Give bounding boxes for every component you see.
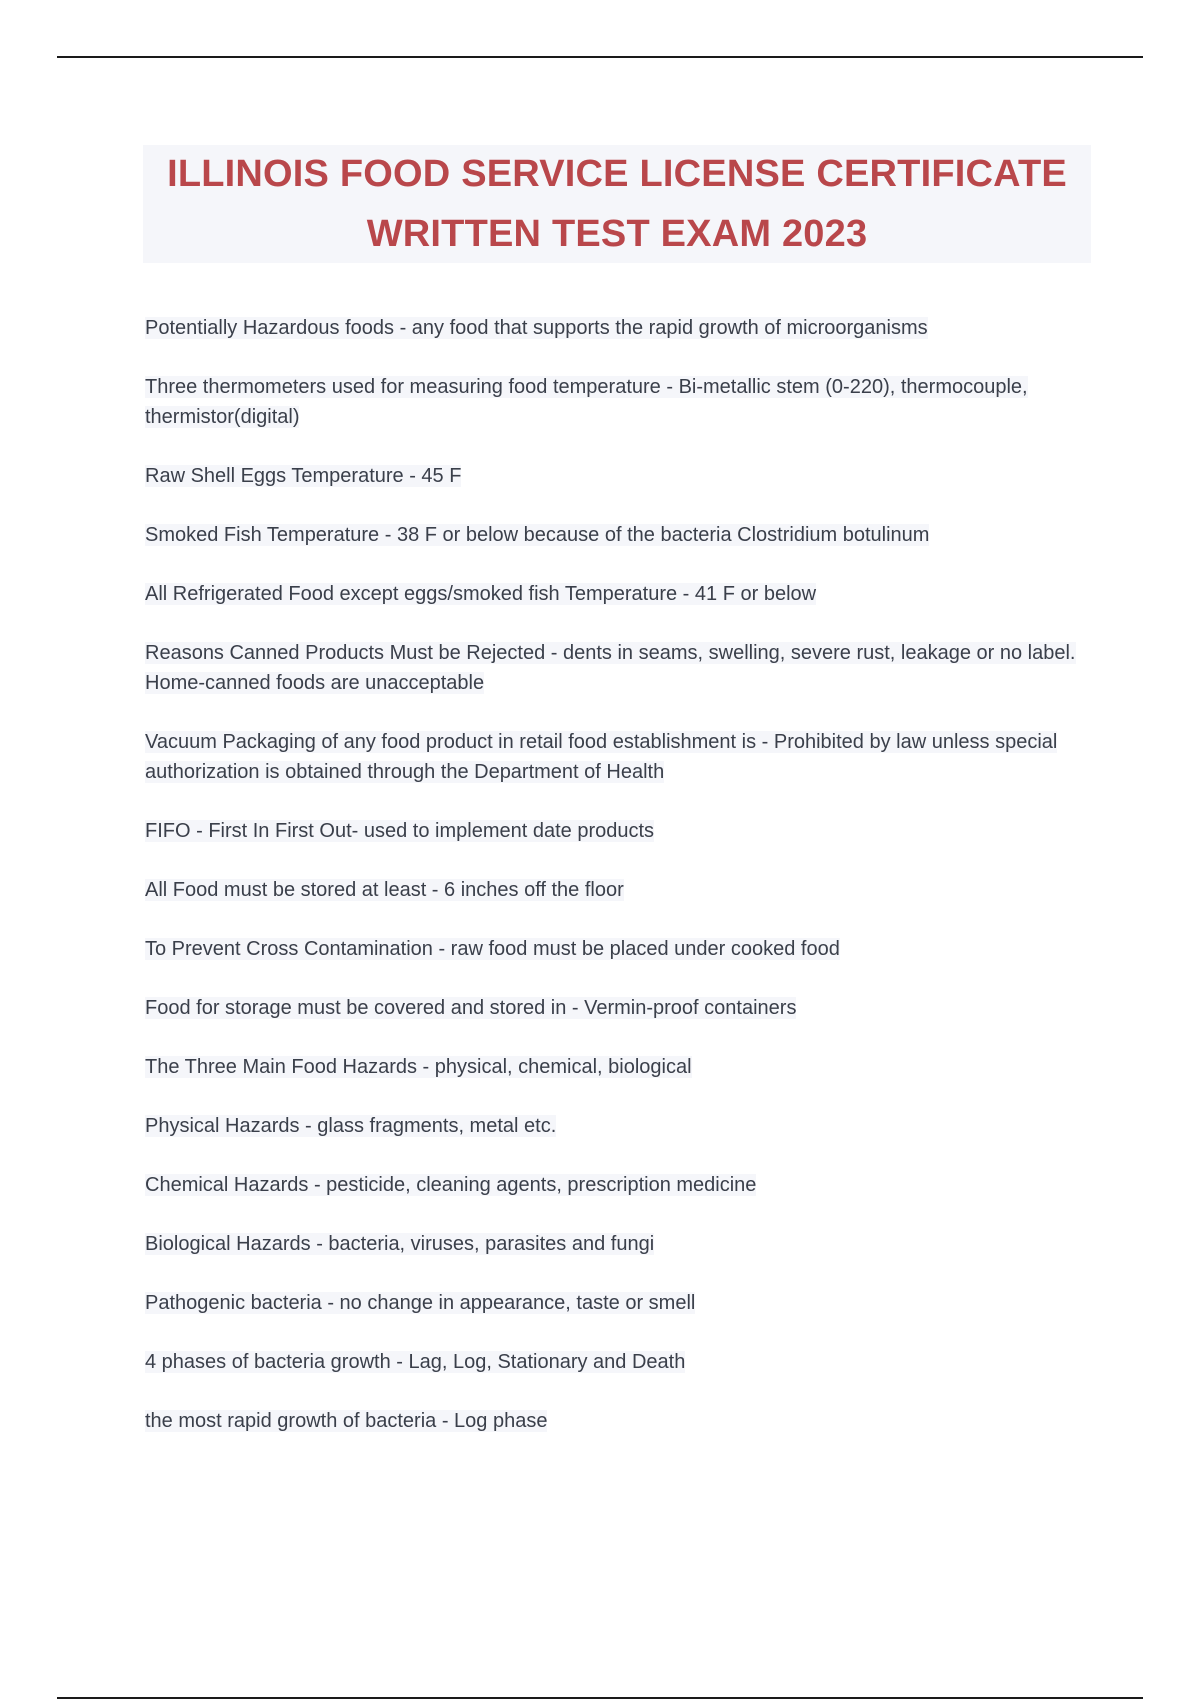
title-block xyxy=(143,145,1091,263)
entry-text: All Refrigerated Food except eggs/smoked fish Temperature - 41 F or below xyxy=(145,583,817,605)
list-item xyxy=(145,1229,1095,1259)
entry-text: To Prevent Cross Contamination - raw food must be placed under cooked food xyxy=(145,938,840,960)
flashcard-list xyxy=(145,313,1095,1465)
entry-text: Chemical Hazards - pesticide, cleaning agents, prescription medicine xyxy=(145,1174,757,1196)
list-item xyxy=(145,727,1095,787)
entry-text: Vacuum Packaging of any food product in retail food establishment is - Prohibited by law unless special authorization is obtained through the Department of Health xyxy=(145,731,1058,783)
title-line-1: ILLINOIS FOOD SERVICE LICENSE CERTIFICATE xyxy=(167,153,1067,195)
entry-text: Reasons Canned Products Must be Rejected - dents in seams, swelling, severe rust, leakage or no label. Home-canned foods are unacceptable xyxy=(145,642,1076,694)
entry-text: Pathogenic bacteria - no change in appearance, taste or smell xyxy=(145,1292,696,1314)
entry-text: Food for storage must be covered and stored in - Vermin-proof containers xyxy=(145,997,797,1019)
entry-text: Biological Hazards - bacteria, viruses, parasites and fungi xyxy=(145,1233,655,1255)
entry-text: Physical Hazards - glass fragments, metal etc. xyxy=(145,1115,557,1137)
list-item xyxy=(145,638,1095,698)
list-item xyxy=(145,579,1095,609)
entry-text: The Three Main Food Hazards - physical, chemical, biological xyxy=(145,1056,692,1078)
list-item xyxy=(145,1406,1095,1436)
entry-text: Potentially Hazardous foods - any food that supports the rapid growth of microorganisms xyxy=(145,317,928,339)
list-item xyxy=(145,875,1095,905)
list-item xyxy=(145,461,1095,491)
list-item xyxy=(145,313,1095,343)
bottom-rule xyxy=(57,1697,1143,1699)
list-item xyxy=(145,1111,1095,1141)
entry-text: the most rapid growth of bacteria - Log phase xyxy=(145,1410,548,1432)
list-item xyxy=(145,1052,1095,1082)
list-item xyxy=(145,993,1095,1023)
list-item xyxy=(145,1347,1095,1377)
entry-text: FIFO - First In First Out- used to implement date products xyxy=(145,820,655,842)
list-item xyxy=(145,1288,1095,1318)
list-item xyxy=(145,934,1095,964)
entry-text: 4 phases of bacteria growth - Lag, Log, Stationary and Death xyxy=(145,1351,686,1373)
top-rule xyxy=(57,56,1143,58)
list-item xyxy=(145,520,1095,550)
entry-text: All Food must be stored at least - 6 inches off the floor xyxy=(145,879,624,901)
entry-text: Three thermometers used for measuring food temperature - Bi-metallic stem (0-220), thermocouple, thermistor(digital) xyxy=(145,376,1028,428)
entry-text: Raw Shell Eggs Temperature - 45 F xyxy=(145,465,462,487)
entry-text: Smoked Fish Temperature - 38 F or below because of the bacteria Clostridium botulinum xyxy=(145,524,930,546)
list-item xyxy=(145,816,1095,846)
title-line-2: WRITTEN TEST EXAM 2023 xyxy=(366,213,868,255)
list-item xyxy=(145,1170,1095,1200)
list-item xyxy=(145,372,1095,432)
